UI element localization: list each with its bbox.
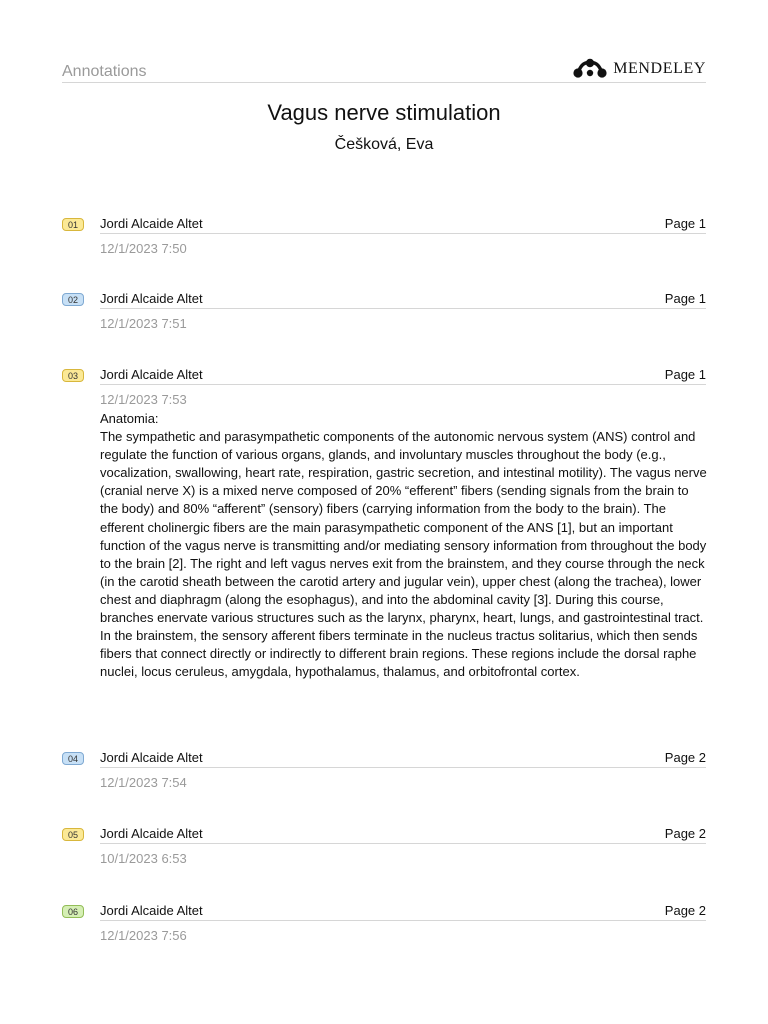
annotation-number-badge: 04 <box>62 752 84 765</box>
annotation-date: 12/1/2023 7:53 <box>100 392 187 407</box>
annotation-author: Jordi Alcaide Altet <box>100 750 203 765</box>
annotation-date: 12/1/2023 7:50 <box>100 241 187 256</box>
annotation-author: Jordi Alcaide Altet <box>100 216 203 231</box>
brand-name: MENDELEY <box>613 60 706 77</box>
annotation-header <box>100 903 706 921</box>
annotation-page[interactable]: Page 2 <box>664 903 706 918</box>
annotation-number-badge: 06 <box>62 905 84 918</box>
annotation-date: 12/1/2023 7:51 <box>100 316 187 331</box>
annotation-header <box>100 291 706 309</box>
annotation-date: 10/1/2023 6:53 <box>100 851 187 866</box>
annotation-date: 12/1/2023 7:56 <box>100 928 187 943</box>
annotation-author: Jordi Alcaide Altet <box>100 826 203 841</box>
annotation-header <box>100 750 706 768</box>
annotation-page[interactable]: Page 1 <box>664 216 706 231</box>
annotation-author: Jordi Alcaide Altet <box>100 291 203 306</box>
section-title: Annotations <box>62 63 147 80</box>
annotation-page[interactable]: Page 2 <box>664 750 706 765</box>
annotation-header <box>100 216 706 234</box>
annotation-author: Jordi Alcaide Altet <box>100 367 203 382</box>
annotation-header <box>100 826 706 844</box>
document-author: Češková, Eva <box>334 136 434 153</box>
annotation-header <box>100 367 706 385</box>
annotation-page[interactable]: Page 2 <box>664 826 706 841</box>
annotation-number-badge: 01 <box>62 218 84 231</box>
annotation-date: 12/1/2023 7:54 <box>100 775 187 790</box>
note-body: The sympathetic and parasympathetic components of the autonomic nervous system (ANS) control and regulate the function of various organs, glands, and involuntary muscles throughout the body (e.g., vocalization, swallowing, heart rate, respiration, gastric secretion, and intestinal motility). The vagus nerve (cranial nerve X) is a mixed nerve composed of 20% “efferent” fibers (sending signals from the brain to the body) and 80% “afferent” (sensory) fibers (carrying information from the body to the brain). The efferent cholinergic fibers are the main parasympathetic component of the ANS [1], but an important function of the vagus nerve is transmitting and/or mediating sensory information from throughout the body to the brain [2]. The right and left vagus nerves exit from the brainstem, and they course through the neck (in the carotid sheath between the carotid artery and jugular vein), upper chest (along the trachea), lower chest and diaphragm (along the esophagus), and into the abdominal cavity [3]. During this course, branches enervate various structures such as the larynx, pharynx, heart, lungs, and gastrointestinal tract. In the brainstem, the sensory afferent fibers terminate in the nucleus tractus solitarius, which then sends fibers that connect directly or indirectly to different brain regions. These regions include the dorsal raphe nuclei, locus ceruleus, amygdala, hypothalamus, thalamus, and orbitofrontal cortex. <box>100 429 707 680</box>
annotation-author: Jordi Alcaide Altet <box>100 903 203 918</box>
document-title: Vagus nerve stimulation <box>267 100 501 125</box>
note-heading: Anatomia: <box>100 411 159 426</box>
annotation-number-badge: 02 <box>62 293 84 306</box>
annotation-page[interactable]: Page 1 <box>664 291 706 306</box>
annotation-number-badge: 03 <box>62 369 84 382</box>
annotation-page[interactable]: Page 1 <box>664 367 706 382</box>
annotation-number-badge: 05 <box>62 828 84 841</box>
annotation-note <box>100 410 708 681</box>
